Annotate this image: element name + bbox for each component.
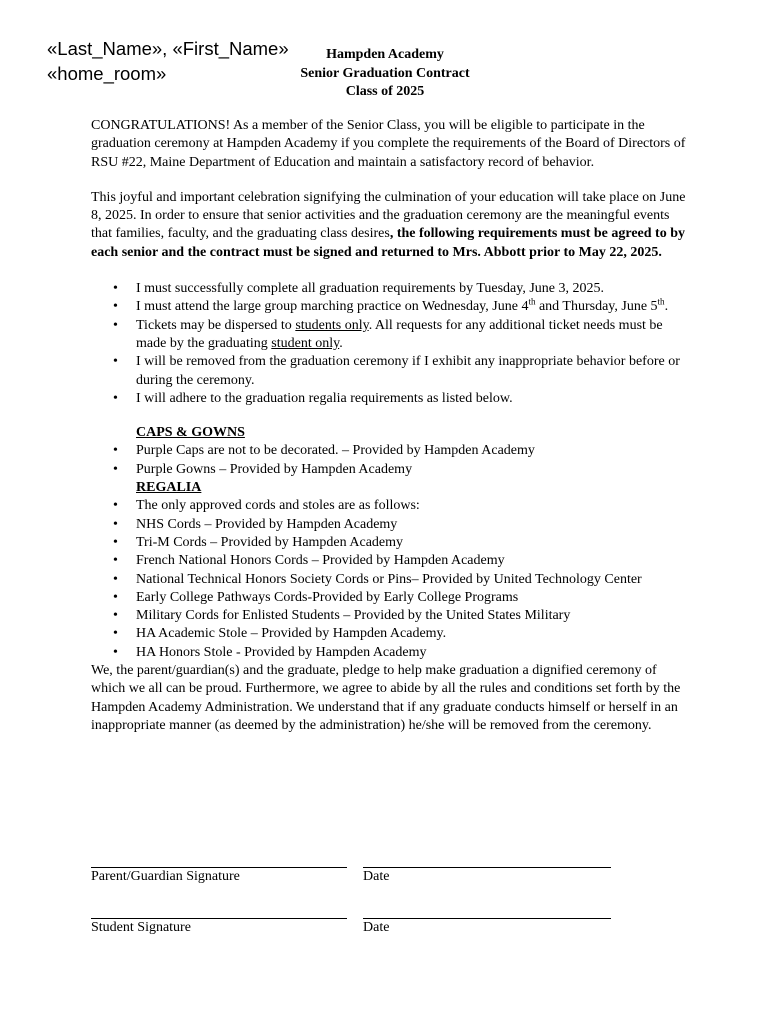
caps-gowns-heading: CAPS & GOWNS (136, 425, 245, 441)
requirement-item (91, 353, 688, 390)
requirement-text: . All requests for any additional ticket needs must be made by the graduating (136, 317, 663, 351)
underlined-text: students only (295, 317, 369, 333)
requirements-list (91, 280, 688, 408)
celebration-bold-text: , the following requirements must be agreed to by each senior and the contract must be signed and returned to Mrs. Abbott prior to May 22, 2025. (91, 226, 685, 260)
student-date-label: Date (363, 920, 390, 935)
requirement-item (91, 280, 688, 298)
contract-body (91, 117, 688, 735)
list-item: • Purple Caps are not to be decorated. – Provided by Hampden Academy (91, 442, 688, 460)
requirement-text: I will be removed from the graduation ceremony if I exhibit any inappropriate behavior before or during the ceremony. (136, 354, 680, 388)
list-item: • Early College Pathways Cords-Provided by Early College Programs (91, 589, 688, 607)
class-year: Class of 2025 (345, 84, 425, 99)
list-item: • Military Cords for Enlisted Students – Provided by the United States Military (91, 607, 688, 625)
list-item: • National Technical Honors Society Cords or Pins– Provided by United Technology Center (91, 571, 688, 589)
merge-field-home-room: «home_room» (47, 63, 167, 84)
pledge-paragraph: We, the parent/guardian(s) and the graduate, pledge to help make graduation a dignified ceremony of which we all can be proud. Furthermore, we agree to abide by all the rules and conditions set forth by the Hampden Academy Administration. We understand that if any graduate conducts himself or herself in an inappropriate manner (as deemed by the administration) he/she will be removed from the ceremony. (91, 663, 681, 733)
list-item: • Tri-M Cords – Provided by Hampden Academy (91, 534, 688, 552)
superscript: th (528, 296, 536, 307)
regalia-section (91, 424, 688, 662)
requirement-item (91, 317, 688, 354)
list-item: • Purple Gowns – Provided by Hampden Academy (91, 461, 688, 479)
list-item: • The only approved cords and stoles are as follows: (91, 497, 688, 515)
contract-title: Senior Graduation Contract (300, 65, 470, 81)
requirement-item (91, 390, 688, 408)
list-item: • HA Honors Stole - Provided by Hampden Academy (91, 644, 688, 662)
parent-signature-label: Parent/Guardian Signature (91, 869, 240, 884)
requirement-item (91, 298, 688, 316)
merge-fields (47, 36, 289, 86)
list-item: • HA Academic Stole – Provided by Hampden Academy. (91, 625, 688, 643)
requirement-text: I must attend the large group marching practice on Wednesday, June 4 (136, 299, 529, 315)
requirement-text: Tickets may be dispersed to (136, 317, 296, 333)
list-item: • NHS Cords – Provided by Hampden Academy (91, 516, 688, 534)
student-signature-label: Student Signature (91, 920, 191, 935)
intro-paragraph: CONGRATULATIONS! As a member of the Senior Class, you will be eligible to participate in the graduation ceremony at Hampden Academy if you complete the requirements of the Board of Directors of RSU #22, Maine Department of Education and maintain a satisfactory record of behavior. (91, 118, 686, 170)
parent-date-label: Date (363, 869, 390, 884)
parent-date-line[interactable] (363, 867, 611, 868)
caps-gowns-list (91, 442, 688, 479)
document-header (270, 46, 500, 102)
requirement-text: . (339, 335, 343, 351)
requirement-text: I must successfully complete all graduation requirements by Tuesday, June 3, 2025. (136, 281, 605, 297)
superscript: th (657, 296, 665, 307)
requirement-text: I will adhere to the graduation regalia requirements as listed below. (136, 390, 513, 406)
requirement-text: . (664, 299, 669, 315)
student-date-line[interactable] (363, 918, 611, 919)
school-name: Hampden Academy (326, 47, 444, 62)
underlined-text: student only (271, 335, 340, 351)
celebration-paragraph (91, 189, 688, 262)
celebration-text: This joyful and important celebration signifying the culmination of your education will take place on June 8, 2025. In order to ensure that senior activities and the graduation ceremony are the meaningful events that families, faculty, and the graduating class desires (91, 189, 686, 242)
regalia-heading: REGALIA (136, 480, 202, 496)
list-item: • French National Honors Cords – Provided by Hampden Academy (91, 552, 688, 570)
requirement-text: and Thursday, June 5 (535, 299, 658, 315)
regalia-list (91, 497, 688, 662)
merge-field-name: «Last_Name», «First_Name» (47, 38, 289, 59)
